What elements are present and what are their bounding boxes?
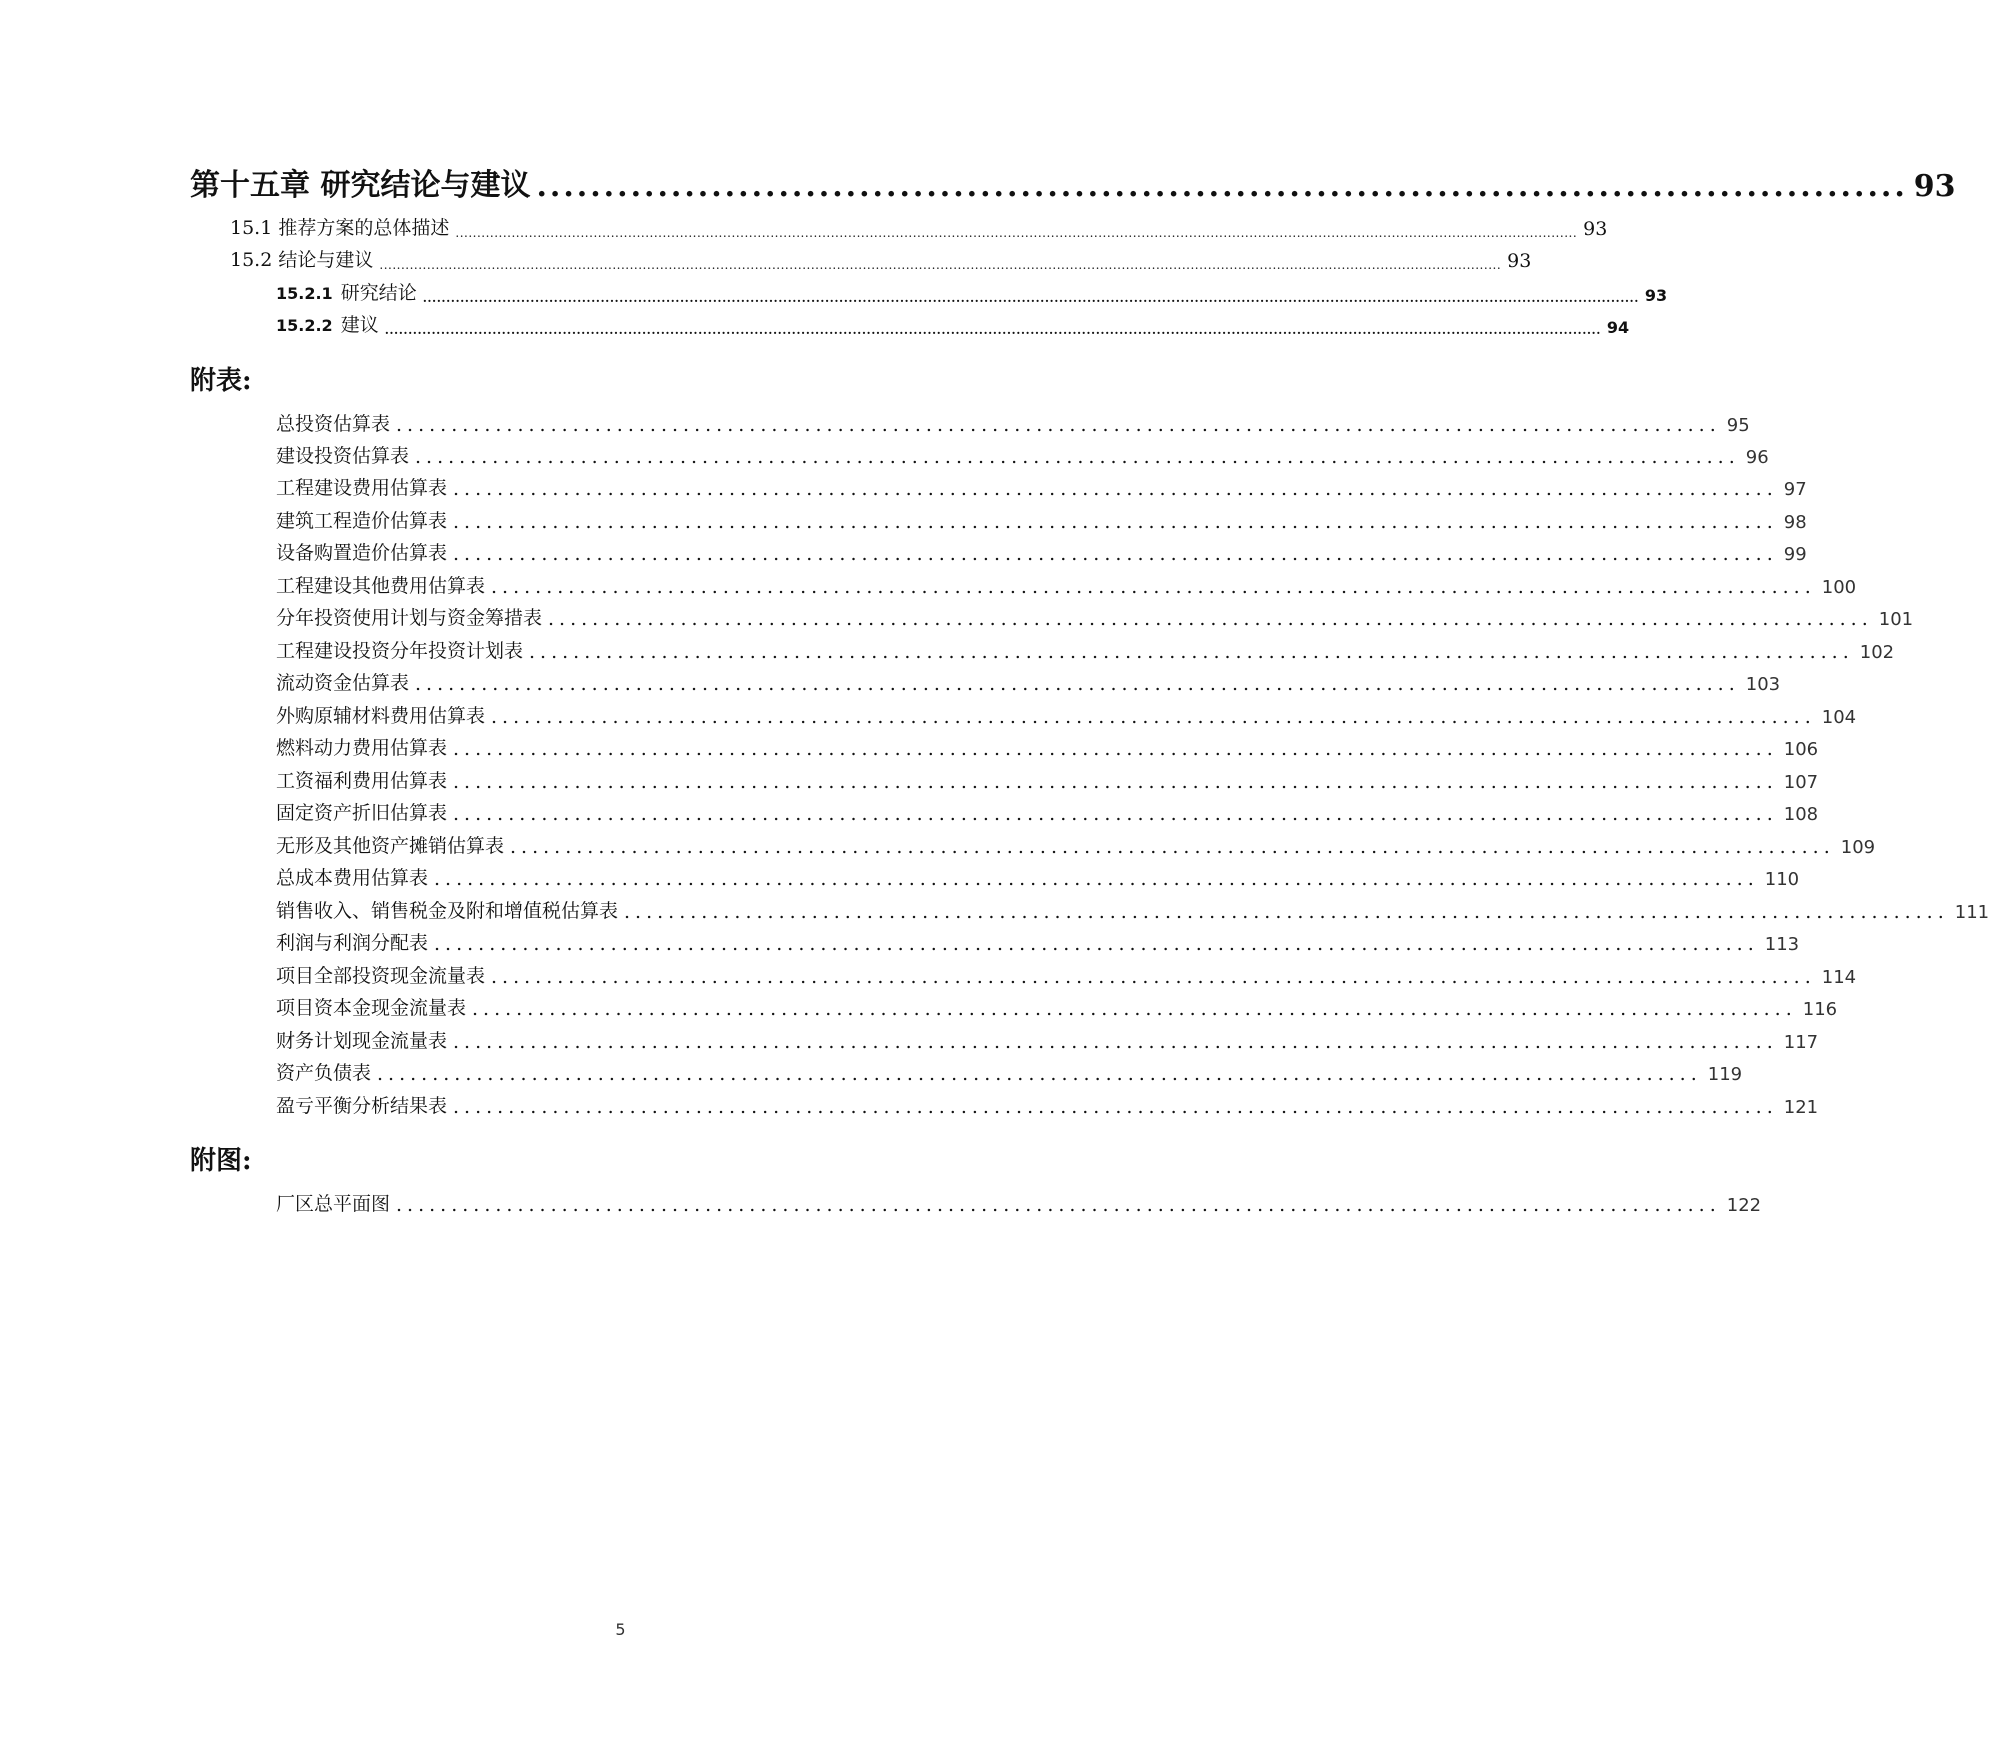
toc-dot-leader: ....................................................................................................................................................................................................................................................................	[455, 226, 1578, 240]
toc-appendix-table-item[interactable]	[276, 732, 1819, 760]
toc-section-number: 15.1	[230, 217, 273, 239]
toc-item-title: 总成本费用估算表	[276, 867, 429, 889]
toc-appendix-table-item[interactable]	[276, 472, 1807, 500]
toc-item-title: 盈亏平衡分析结果表	[276, 1095, 448, 1117]
toc-page-number: 117	[1783, 1032, 1819, 1053]
toc-subsection-title: 建议	[340, 314, 379, 336]
toc-page-number: 121	[1783, 1097, 1819, 1118]
toc-page-number: 108	[1783, 804, 1819, 825]
toc-appendix-table-item[interactable]	[276, 408, 1750, 436]
toc-item-title: 厂区总平面图	[276, 1193, 391, 1215]
toc-dot-leader: ........................................................................................................................	[453, 1096, 1778, 1118]
toc-item-title: 项目全部投资现金流量表	[276, 965, 486, 987]
toc-page-number: 93	[1644, 286, 1668, 305]
toc-item-title: 工程建设投资分年投资计划表	[276, 640, 524, 662]
toc-appendix-table-item[interactable]	[276, 440, 1769, 468]
toc-page-number: 101	[1878, 609, 1914, 630]
appendix-figures-heading: 附图:	[190, 1146, 252, 1176]
page-footer-number: 5	[615, 1620, 626, 1639]
toc-dot-leader: ........................................................................................................................	[453, 771, 1778, 793]
toc-page-number: 94	[1606, 318, 1630, 337]
toc-page-number: 110	[1764, 869, 1800, 890]
toc-item-title: 利润与利润分配表	[276, 932, 429, 954]
toc-page-number: 113	[1764, 934, 1800, 955]
toc-page-number: 99	[1783, 544, 1807, 565]
toc-item-title: 建设投资估算表	[276, 445, 410, 467]
toc-dot-leader: ........................................................................................................................	[472, 998, 1797, 1020]
toc-appendix-table-item[interactable]	[276, 602, 1914, 630]
toc-dot-leader: ........................................................................................................................	[491, 706, 1816, 728]
toc-subsection-title: 研究结论	[340, 282, 417, 304]
toc-item-title: 工程建设费用估算表	[276, 477, 448, 499]
toc-page-number: 93	[1913, 169, 1956, 204]
toc-dot-leader: ........................................................................................................................	[491, 576, 1816, 598]
toc-item-title: 建筑工程造价估算表	[276, 510, 448, 532]
toc-appendix-table-item[interactable]	[276, 570, 1857, 598]
toc-appendix-table-item[interactable]	[276, 765, 1819, 793]
toc-dot-leader: ........................................................................................................................	[453, 738, 1778, 760]
toc-dot-leader: ........................................................................................................................	[453, 543, 1778, 565]
toc-item-title: 流动资金估算表	[276, 672, 410, 694]
toc-appendix-table-item[interactable]	[276, 667, 1781, 695]
toc-item-title: 设备购置造价估算表	[276, 542, 448, 564]
toc-dot-leader: ........................................................................................................................	[453, 478, 1778, 500]
toc-item-title: 外购原辅材料费用估算表	[276, 705, 486, 727]
toc-dot-leader: ........................................................................................................................	[624, 901, 1949, 923]
toc-dot-leader: ........................................................................................................................	[396, 1194, 1721, 1216]
toc-section-number: 15.2	[230, 249, 273, 271]
toc-dot-leader: ........................................................................................................................	[453, 1031, 1778, 1053]
toc-section-title: 结论与建议	[278, 249, 374, 271]
toc-subsection-15-2-2[interactable]	[276, 311, 1630, 337]
toc-chapter-title: 第十五章 研究结论与建议	[190, 168, 531, 203]
toc-appendix-table-item[interactable]	[276, 830, 1876, 858]
toc-dot-leader: ........................................................................................................................	[529, 641, 1854, 663]
toc-dot-leader: ........................................................................................................................	[396, 414, 1721, 436]
toc-page-number: 103	[1745, 674, 1781, 695]
appendix-tables-heading: 附表:	[190, 366, 252, 396]
toc-dot-leader: ........................................................................................................................	[491, 966, 1816, 988]
toc-subsection-number: 15.2.1	[276, 284, 333, 303]
toc-appendix-table-item[interactable]	[276, 992, 1838, 1020]
toc-item-title: 总投资估算表	[276, 413, 391, 435]
toc-dot-leader: ........................................................................................................................	[415, 673, 1740, 695]
toc-page-number: 106	[1783, 739, 1819, 760]
toc-item-title: 销售收入、销售税金及附和增值税估算表	[276, 900, 619, 922]
toc-item-title: 工程建设其他费用估算表	[276, 575, 486, 597]
toc-appendix-table-item[interactable]	[276, 700, 1857, 728]
toc-page-number: 109	[1840, 837, 1876, 858]
toc-page-number: 102	[1859, 642, 1895, 663]
toc-item-title: 工资福利费用估算表	[276, 770, 448, 792]
toc-page-number: 104	[1821, 707, 1857, 728]
toc-page-number: 116	[1802, 999, 1838, 1020]
toc-appendix-table-item[interactable]	[276, 537, 1807, 565]
toc-page-number: 95	[1726, 415, 1750, 436]
toc-item-title: 财务计划现金流量表	[276, 1030, 448, 1052]
toc-dot-leader: ........................................................................................................................	[415, 446, 1740, 468]
toc-dot-leader: ......................................................................................................	[536, 169, 1908, 204]
toc-page-number: 119	[1707, 1064, 1743, 1085]
toc-dot-leader: ........................................................................................................................	[453, 803, 1778, 825]
toc-appendix-table-item[interactable]	[276, 1057, 1743, 1085]
toc-subsection-15-2-1[interactable]	[276, 279, 1668, 305]
toc-section-15-1[interactable]	[230, 214, 1608, 240]
toc-dot-leader: ....................................................................................................................................................................................................................................................................	[422, 291, 1639, 305]
toc-appendix-table-item[interactable]	[276, 1025, 1819, 1053]
toc-page-number: 111	[1954, 902, 1989, 923]
toc-page-number: 93	[1507, 250, 1532, 272]
toc-page-number: 100	[1821, 577, 1857, 598]
toc-dot-leader: ........................................................................................................................	[434, 868, 1759, 890]
toc-section-15-2[interactable]	[230, 246, 1532, 272]
toc-appendix-table-item[interactable]	[276, 895, 1989, 923]
toc-dot-leader: ........................................................................................................................	[548, 608, 1873, 630]
toc-appendix-table-item[interactable]	[276, 505, 1807, 533]
toc-page-number: 107	[1783, 772, 1819, 793]
toc-page-number: 114	[1821, 967, 1857, 988]
toc-appendix-table-item[interactable]	[276, 862, 1800, 890]
toc-section-title: 推荐方案的总体描述	[278, 217, 450, 239]
toc-item-title: 分年投资使用计划与资金筹措表	[276, 607, 543, 629]
toc-page-number: 97	[1783, 479, 1807, 500]
toc-dot-leader: ........................................................................................................................	[510, 836, 1835, 858]
toc-page-number: 122	[1726, 1195, 1762, 1216]
toc-page-number: 98	[1783, 512, 1807, 533]
toc-appendix-table-item[interactable]	[276, 960, 1857, 988]
toc-subsection-number: 15.2.2	[276, 316, 333, 335]
toc-appendix-table-item[interactable]	[276, 927, 1800, 955]
toc-page-number: 93	[1583, 218, 1608, 240]
toc-dot-leader: ........................................................................................................................	[453, 511, 1778, 533]
toc-chapter-15[interactable]	[190, 160, 1956, 204]
toc-item-title: 无形及其他资产摊销估算表	[276, 835, 505, 857]
toc-item-title: 项目资本金现金流量表	[276, 997, 467, 1019]
toc-item-title: 资产负债表	[276, 1062, 372, 1084]
toc-appendix-table-item[interactable]	[276, 1090, 1819, 1118]
toc-page-number: 96	[1745, 447, 1769, 468]
toc-dot-leader: ........................................................................................................................	[434, 933, 1759, 955]
toc-dot-leader: ....................................................................................................................................................................................................................................................................	[379, 258, 1502, 272]
toc-appendix-table-item[interactable]	[276, 635, 1895, 663]
toc-appendix-figure-item[interactable]	[276, 1188, 1762, 1216]
toc-dot-leader: ....................................................................................................................................................................................................................................................................	[384, 323, 1601, 337]
toc-appendix-table-item[interactable]	[276, 797, 1819, 825]
toc-item-title: 固定资产折旧估算表	[276, 802, 448, 824]
toc-dot-leader: ........................................................................................................................	[377, 1063, 1702, 1085]
toc-item-title: 燃料动力费用估算表	[276, 737, 448, 759]
